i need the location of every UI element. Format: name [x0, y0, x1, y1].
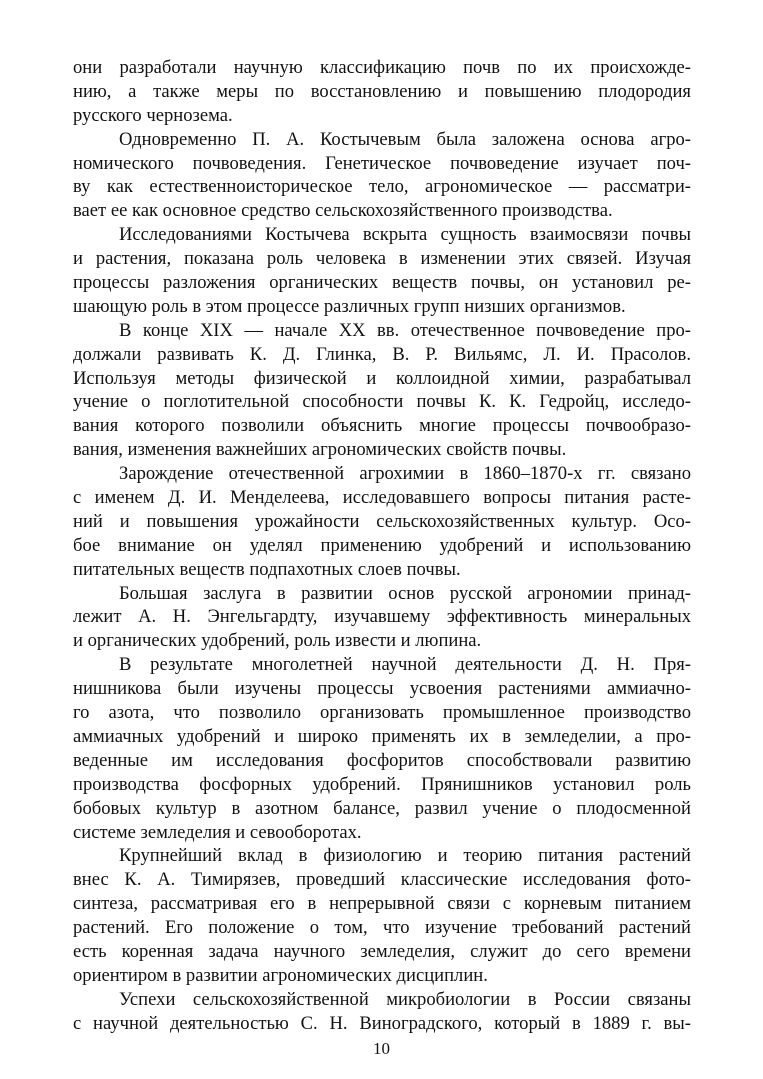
text-line: учение о поглотительной способности почвы К. К. Гедройц, исследо- — [73, 391, 691, 413]
text-line: нишникова были изучены процессы усвоения растениями аммиачно- — [73, 678, 691, 700]
text-line: вания которого позволили объяснить многие процессы почвообразо- — [73, 415, 691, 437]
text-line: русского чернозема. — [73, 104, 233, 126]
paragraph-first-line: Успехи сельскохозяйственной микробиологии в России связаны — [119, 988, 691, 1010]
page-body — [73, 56, 691, 1036]
text-line: вает ее как основное средство сельскохозяйственного производства. — [73, 200, 613, 222]
paragraph-first-line: Большая заслуга в развитии основ русской агрономии принад- — [119, 582, 691, 604]
text-line: веденные им исследования фосфоритов способствовали развитию — [73, 749, 691, 771]
text-line: бобовых культур в азотном балансе, развил учение о плодосменной — [73, 797, 691, 819]
text-line: внес К. А. Тимирязев, проведший классические исследования фото- — [73, 869, 691, 891]
text-line: бое внимание он уделял применению удобрений и использованию — [73, 534, 691, 556]
text-line: синтеза, рассматривая его в непрерывной связи с корневым питанием — [73, 893, 691, 915]
text-line: должали развивать К. Д. Глинка, В. Р. Вильямс, Л. И. Прасолов. — [73, 343, 691, 365]
text-line: лежит А. Н. Энгельгардту, изучавшему эффективность минеральных — [73, 606, 691, 628]
paragraph-first-line: В конце XIX — начале XX вв. отечественное почвоведение про- — [119, 319, 691, 341]
text-line: и органических удобрений, роль извести и люпина. — [73, 630, 482, 652]
text-line: номического почвоведения. Генетическое почвоведение изучает поч- — [73, 152, 691, 174]
text-line: и растения, показана роль человека в изменении этих связей. Изучая — [73, 248, 691, 270]
text-line: нию, а также меры по восстановлению и повышению плодородия — [73, 80, 691, 102]
text-line: го азота, что позволило организовать промышленное производство — [73, 702, 691, 724]
paragraph-first-line: Крупнейший вклад в физиологию и теорию питания растений — [119, 845, 691, 867]
text-line: ний и повышения урожайности сельскохозяйственных культур. Осо- — [73, 510, 691, 532]
text-line: с научной деятельностью С. Н. Виноградского, который в 1889 г. вы- — [73, 1012, 691, 1034]
text-line: аммиачных удобрений и широко применять их в земледелии, а про- — [73, 725, 691, 747]
text-line: вания, изменения важнейших агрономических свойств почвы. — [73, 439, 567, 461]
text-line: есть коренная задача научного земледелия, служит до сего времени — [73, 940, 691, 962]
text-line: растений. Его положение о том, что изучение требований растений — [73, 917, 691, 939]
text-line: ву как естественноисторическое тело, агрономическое — рассматри- — [73, 176, 691, 198]
text-line: системе земледелия и севооборотах. — [73, 821, 362, 843]
text-line: производства фосфорных удобрений. Прянишников установил роль — [73, 773, 691, 795]
text-line: ориентиром в развитии агрономических дисциплин. — [73, 964, 488, 986]
text-line: шающую роль в этом процессе различных групп низших организмов. — [73, 295, 626, 317]
page-number: 10 — [373, 1039, 390, 1058]
text-line: процессы разложения органических веществ почвы, он установил ре- — [73, 272, 691, 294]
text-line: они разработали научную классификацию почв по их происхожде- — [73, 57, 691, 78]
paragraph-first-line: Зарождение отечественной агрохимии в 1860–1870-х гг. связано — [119, 463, 691, 485]
text-line: питательных веществ подпахотных слоев почвы. — [73, 558, 461, 580]
paragraph-first-line: Исследованиями Костычева вскрыта сущность взаимосвязи почвы — [119, 224, 691, 246]
text-line: Используя методы физической и коллоидной химии, разрабатывал — [73, 367, 691, 389]
paragraph-first-line: В результате многолетней научной деятельности Д. Н. Пря- — [119, 654, 691, 676]
text-line: с именем Д. И. Менделеева, исследовавшего вопросы питания расте- — [73, 487, 691, 509]
paragraph-first-line: Одновременно П. А. Костычевым была заложена основа агро- — [119, 128, 691, 150]
